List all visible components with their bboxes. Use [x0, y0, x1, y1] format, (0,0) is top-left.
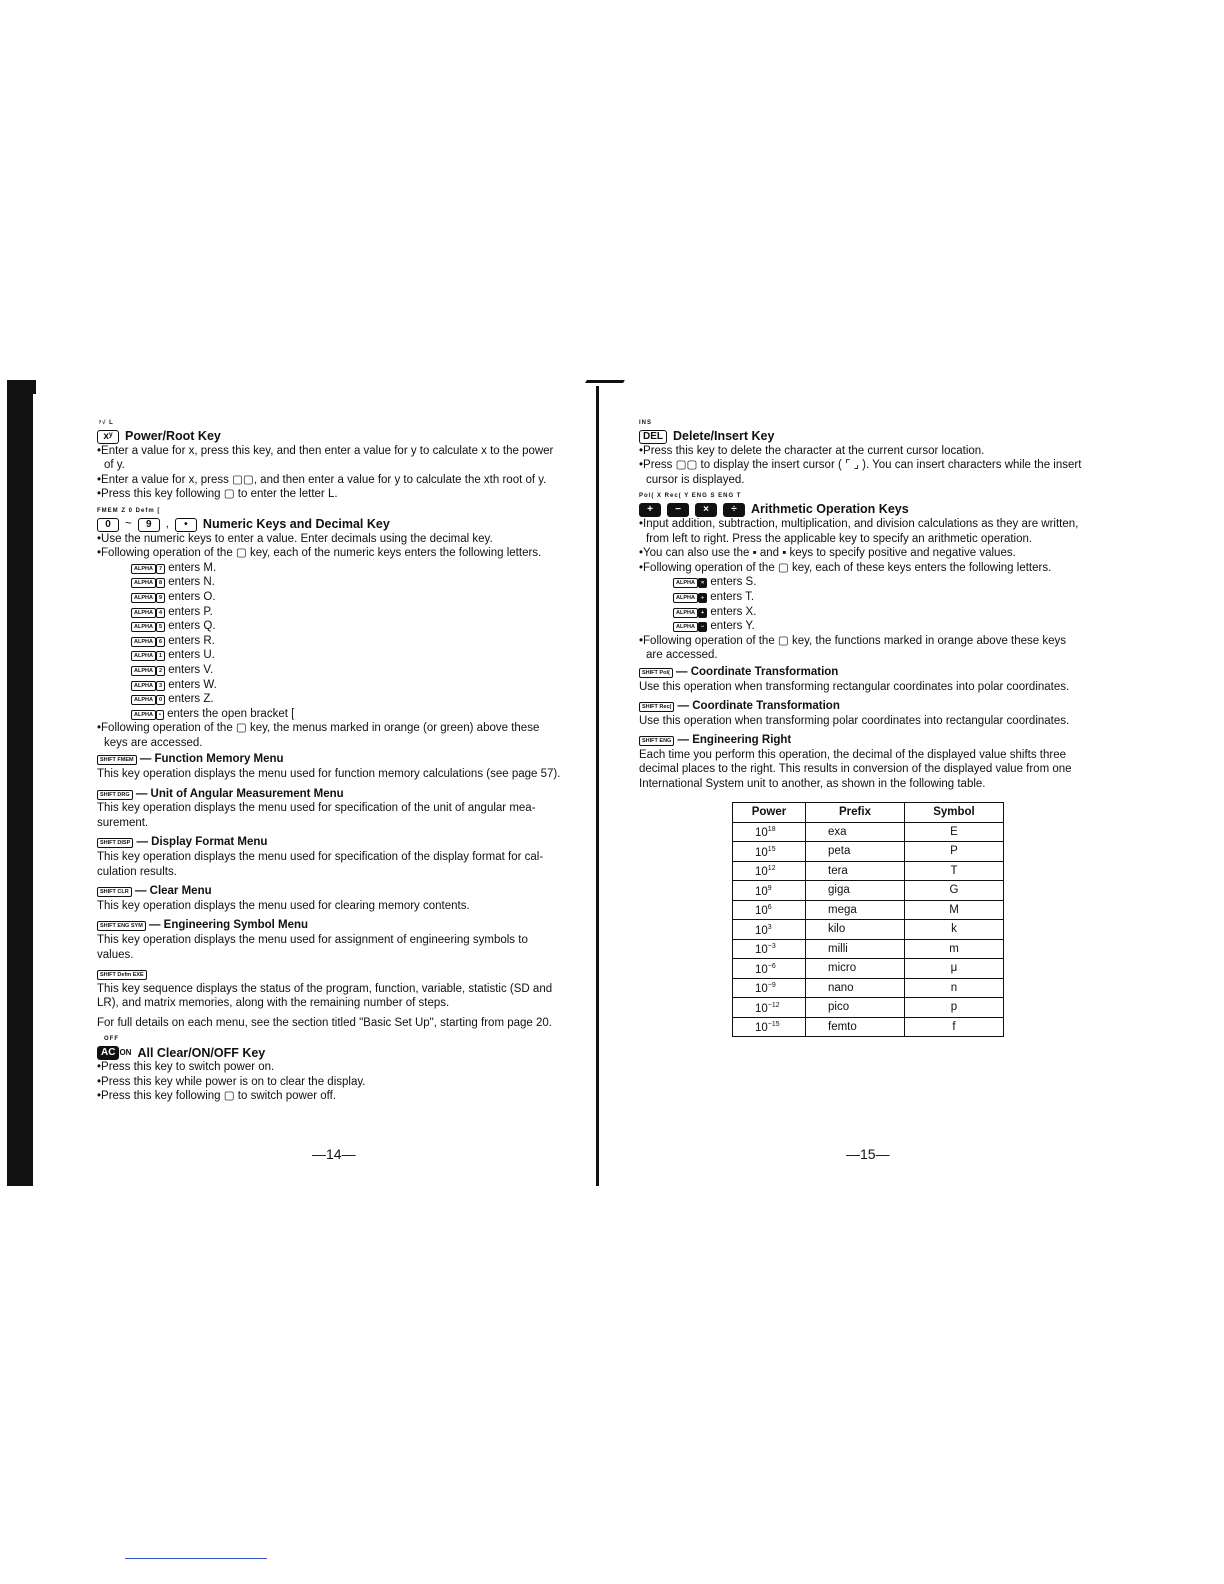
numeric-title: Numeric Keys and Decimal Key	[202, 516, 390, 531]
numeric-bullet-2: •Following operation of the ▢ key, each of the numeric keys enters the following letters.	[97, 547, 542, 560]
numeric-bullet-3: •Following operation of the ▢ key, the menus marked in orange (or green) above these	[97, 722, 540, 735]
digit-key-icon: 7	[156, 564, 165, 574]
power-exp: 15	[767, 845, 776, 853]
menu-keys-icon: SHIFT DISP	[97, 838, 133, 848]
letter-text: enters M.	[168, 561, 217, 574]
prefix-cell: milli	[806, 939, 905, 959]
menu-title: — Function Memory Menu	[139, 753, 284, 766]
del-key-top-label: INS	[639, 420, 653, 426]
numeric-letter-list	[97, 561, 561, 722]
page-number-right: —15—	[846, 1146, 890, 1162]
power-exp: 12	[767, 865, 776, 873]
page-number-left: —14—	[312, 1146, 356, 1162]
full-details-note: For full details on each menu, see the section titled "Basic Set Up", starting from page 20.	[97, 1016, 552, 1029]
menu-item	[97, 752, 561, 781]
menu-keys-icon: SHIFT ENG SYM	[97, 921, 146, 931]
alpha-key-icon: ALPHA	[131, 637, 156, 647]
alpha-key-icon: ALPHA	[131, 710, 156, 720]
symbol-cell: μ	[905, 959, 1004, 979]
binding-fold	[596, 386, 599, 1186]
power-bullet-2: •Enter a value for x, press ▢▢, and then enter a value for y to calculate the xth root of y.	[97, 473, 547, 486]
prefix-cell: femto	[806, 1017, 905, 1037]
prefix-cell: exa	[806, 822, 905, 842]
prefix-cell: pico	[806, 998, 905, 1018]
op-desc: Use this operation when transforming rectangular coordinates into polar coordinates.	[639, 680, 1070, 693]
binding-fold-tip	[585, 380, 625, 383]
numeric-section: FMEM Z 0 Defm [ 0 ~ 9 , • Numeric Keys and Decimal Key •Use the numeric keys to enter a value. Enter decimals using the decimal key. •Following operation of the ▢ key, each of the numeric keys enters the following letters. ALPHA 7 enters M. ALPHA 8 enters N. ALPHA 9 enters O. ALPHA 4 enters P. ALPHA 5 enters Q. ALPHA 6 enters R. ALPHA 1 enters U. ALPHA 2 enters V. ALPHA 3 enters W. ALPHA 0 enters Z. ALPHA • enters the open bracket [ •Following operation of the ▢ key, the menus marked in orange (or green) above these keys are accessed.	[97, 508, 561, 751]
arith-bullet-4-cont: are accessed.	[646, 649, 718, 662]
power-exp: 3	[767, 923, 772, 931]
op-title: — Coordinate Transformation	[677, 700, 840, 713]
letter-row	[131, 648, 561, 663]
power-exp: 9	[767, 884, 772, 892]
menu-item	[97, 787, 561, 831]
symbol-cell: m	[905, 939, 1004, 959]
header-power: Power	[733, 802, 806, 822]
plus-key-icon: +	[639, 503, 661, 517]
digit-key-icon: 8	[156, 578, 165, 588]
op-key-icon: ×	[698, 578, 707, 588]
digit-key-icon: 3	[156, 681, 165, 691]
left-page	[97, 420, 561, 1104]
symbol-cell: T	[905, 861, 1004, 881]
power-bullet-3: •Press this key following ▢ to enter the letter L.	[97, 488, 338, 501]
delete-bullet-2-cont: cursor is displayed.	[646, 473, 745, 486]
digit-key-icon: 5	[156, 622, 165, 632]
digit-key-icon: 2	[156, 666, 165, 676]
prefix-cell: tera	[806, 861, 905, 881]
alpha-key-icon: ALPHA	[131, 651, 156, 661]
op-key-icon: −	[698, 622, 707, 632]
symbol-cell: P	[905, 842, 1004, 862]
prefix-cell: kilo	[806, 920, 905, 940]
menu-title: — Display Format Menu	[136, 836, 268, 849]
letter-text: enters Z.	[168, 693, 214, 706]
arith-section	[639, 493, 1101, 663]
prefix-cell: peta	[806, 842, 905, 862]
status-keys-icon: SHIFT Defm EXE	[97, 970, 147, 980]
ac-title: All Clear/ON/OFF Key	[137, 1045, 266, 1060]
numeric-bullet-3-cont: keys are accessed.	[104, 736, 203, 749]
alpha-key-icon: ALPHA	[131, 681, 156, 691]
power-base: 10	[755, 944, 768, 957]
symbol-cell: E	[905, 822, 1004, 842]
letter-row	[131, 678, 561, 693]
letter-text: enters W.	[168, 678, 217, 691]
arith-bullet-1-cont: from left to right. Press the applicable key to specify an arithmetic operation.	[646, 532, 1033, 545]
letter-text: enters the open bracket [	[167, 707, 295, 720]
power-base: 10	[755, 963, 768, 976]
op-desc: Each time you perform this operation, the decimal of the displayed value shifts three decimal places to the right. This results in conversion of the displayed value from one International System unit to another, as shown in the following table.	[639, 748, 1072, 791]
digit-key-icon: 0	[156, 695, 165, 705]
delete-bullet-2: •Press ▢▢ to display the insert cursor ( ⌜ ⌟ ). You can insert characters while the insert	[639, 459, 1082, 472]
alpha-key-icon: ALPHA	[673, 622, 698, 632]
si-prefix-table	[732, 802, 1004, 1038]
power-bullet-1-cont: of y.	[104, 459, 125, 472]
prefix-cell: giga	[806, 881, 905, 901]
menu-desc: This key operation displays the menu used for clearing memory contents.	[97, 899, 470, 912]
power-base: 10	[755, 1002, 768, 1015]
alpha-key-icon: ALPHA	[673, 578, 698, 588]
power-root-title: Power/Root Key	[125, 429, 221, 443]
letter-row	[131, 692, 561, 707]
table-row	[733, 920, 1004, 940]
menu-keys-icon: SHIFT CLR	[97, 887, 132, 897]
delete-title: Delete/Insert Key	[673, 429, 775, 443]
power-base: 10	[755, 983, 768, 996]
table-row	[733, 1017, 1004, 1037]
right-page	[639, 420, 1101, 1037]
menu-title: — Unit of Angular Measurement Menu	[135, 787, 344, 800]
table-row	[733, 998, 1004, 1018]
letter-row	[131, 561, 561, 576]
ac-section	[97, 1036, 561, 1104]
ops-list	[639, 665, 1101, 792]
op-item	[639, 699, 1101, 728]
digit-key-icon: 6	[156, 637, 165, 647]
power-root-section	[97, 420, 561, 502]
ac-bullet-3: •Press this key following ▢ to switch power off.	[97, 1090, 337, 1103]
symbol-cell: p	[905, 998, 1004, 1018]
digit-key-icon: 1	[156, 651, 165, 661]
op-item	[639, 665, 1101, 694]
key-0-icon: 0	[97, 518, 119, 532]
header-symbol: Symbol	[905, 802, 1004, 822]
table-row	[733, 939, 1004, 959]
digit-key-icon: 4	[156, 608, 165, 618]
table-row	[733, 978, 1004, 998]
letter-row	[131, 605, 561, 620]
power-bullet-1: •Enter a value for x, press this key, and then enter a value for y to calculate x to the power	[97, 444, 554, 457]
alpha-key-icon: ALPHA	[131, 564, 156, 574]
menu-desc: This key operation displays the menu used for specification of the unit of angular mea-surement.	[97, 802, 536, 829]
power-base: 10	[755, 866, 768, 879]
letter-text: enters V.	[168, 663, 214, 676]
menu-item	[97, 918, 561, 962]
table-header-row	[733, 802, 1004, 822]
letter-row	[673, 619, 1101, 634]
table-row	[733, 900, 1004, 920]
op-title: — Coordinate Transformation	[676, 665, 839, 678]
menu-desc: This key operation displays the menu used for assignment of engineering symbols to values.	[97, 934, 528, 961]
menu-item	[97, 835, 561, 879]
power-base: 10	[755, 905, 768, 918]
scan-artifact-line	[125, 1558, 267, 1559]
arith-bullet-4: •Following operation of the ▢ key, the functions marked in orange above these keys	[639, 634, 1067, 647]
key-range-sep: ~	[125, 517, 132, 530]
status-desc: This key sequence displays the status of the program, function, variable, statistic (SD and LR), and matrix memories, along with the remaining number of steps.	[97, 982, 553, 1010]
key-dot-icon: •	[175, 518, 197, 532]
numeric-bullet-1: •Use the numeric keys to enter a value. Enter decimals using the decimal key.	[97, 532, 493, 545]
menu-title: — Engineering Symbol Menu	[148, 919, 309, 932]
letter-row	[131, 634, 561, 649]
letter-text: enters N.	[168, 576, 215, 589]
menu-keys-icon: SHIFT DRG	[97, 790, 133, 800]
symbol-cell: n	[905, 978, 1004, 998]
minus-key-icon: −	[667, 503, 689, 517]
menu-list	[97, 752, 561, 1030]
power-exp: −3	[767, 943, 776, 951]
alpha-key-icon: ALPHA	[131, 622, 156, 632]
delete-bullet-1: •Press this key to delete the character at the current cursor location.	[639, 444, 985, 457]
symbol-cell: f	[905, 1017, 1004, 1037]
arith-bullet-2: •You can also use the ▪ and ▪ keys to specify positive and negative values.	[639, 547, 1016, 560]
power-exp: 6	[767, 904, 772, 912]
power-exp: −15	[767, 1021, 780, 1029]
table-row	[733, 959, 1004, 979]
letter-text: enters P.	[168, 605, 213, 618]
menu-desc: This key operation displays the menu used for specification of the display format for cal-culation results.	[97, 851, 544, 878]
arith-bullet-1: •Input addition, subtraction, multiplication, and division calculations as they are written,	[639, 517, 1079, 530]
numeric-key-top-label: FMEM Z 0 Defm [	[97, 507, 161, 514]
op-keys-icon: SHIFT ENG	[639, 736, 674, 746]
menu-desc: This key operation displays the menu used for function memory calculations (see page 57).	[97, 768, 561, 781]
op-title: — Engineering Right	[677, 734, 792, 747]
letter-row	[131, 707, 561, 722]
alpha-key-icon: ALPHA	[673, 593, 698, 603]
key-9-icon: 9	[138, 518, 160, 532]
alpha-key-icon: ALPHA	[131, 608, 156, 618]
power-exp: −6	[767, 962, 776, 970]
arith-bullet-3: •Following operation of the ▢ key, each of these keys enters the following letters.	[639, 561, 1052, 574]
power-exp: −12	[767, 1001, 780, 1009]
alpha-key-icon: ALPHA	[131, 593, 156, 603]
ac-bullet-1: •Press this key to switch power on.	[97, 1061, 275, 1074]
digit-key-icon: •	[156, 710, 164, 720]
letter-row	[673, 605, 1101, 620]
table-row	[733, 822, 1004, 842]
divide-key-icon: ÷	[723, 503, 745, 517]
menu-title: — Clear Menu	[134, 885, 212, 898]
del-key-icon: DEL	[639, 430, 667, 444]
menu-item	[97, 884, 561, 913]
op-keys-icon: SHIFT Rec(	[639, 702, 674, 712]
op-key-icon: ÷	[698, 593, 707, 603]
symbol-cell: M	[905, 900, 1004, 920]
digit-key-icon: 9	[156, 593, 165, 603]
binding-edge-left	[7, 380, 33, 1186]
letter-row	[131, 619, 561, 634]
binding-edge-left-tip	[28, 380, 36, 394]
arith-letter-list	[639, 575, 1101, 633]
power-base: 10	[755, 885, 768, 898]
letter-row	[131, 663, 561, 678]
table-row	[733, 861, 1004, 881]
letter-row	[673, 575, 1101, 590]
power-exp: 18	[767, 826, 776, 834]
letter-text: enters Q.	[168, 620, 216, 633]
power-base: 10	[755, 1022, 768, 1035]
prefix-cell: mega	[806, 900, 905, 920]
ac-bullet-2: •Press this key while power is on to clear the display.	[97, 1075, 366, 1088]
letter-row	[673, 590, 1101, 605]
power-base: 10	[755, 827, 768, 840]
letter-row	[131, 575, 561, 590]
symbol-cell: G	[905, 881, 1004, 901]
letter-text: enters U.	[168, 649, 215, 662]
symbol-cell: k	[905, 920, 1004, 940]
op-key-icon: +	[698, 608, 707, 618]
delete-section	[639, 420, 1101, 487]
letter-text: enters O.	[168, 590, 216, 603]
ac-key-top-label: OFF	[104, 1035, 119, 1042]
table-row	[733, 881, 1004, 901]
ac-key-icon: AC	[97, 1046, 119, 1060]
letter-row	[131, 590, 561, 605]
table-row	[733, 842, 1004, 862]
op-keys-icon: SHIFT Pol(	[639, 668, 673, 678]
power-exp: −9	[767, 982, 776, 990]
letter-text: enters Y.	[710, 620, 755, 633]
power-key-icon: xʸ	[97, 430, 119, 444]
header-prefix: Prefix	[806, 802, 905, 822]
letter-text: enters T.	[710, 590, 755, 603]
alpha-key-icon: ALPHA	[131, 666, 156, 676]
letter-text: enters S.	[710, 576, 757, 589]
ac-key-sub: ON	[119, 1047, 132, 1057]
prefix-cell: micro	[806, 959, 905, 979]
power-key-top-label: ʸ√ L	[99, 420, 114, 426]
alpha-key-icon: ALPHA	[131, 695, 156, 705]
alpha-key-icon: ALPHA	[131, 578, 156, 588]
power-base: 10	[755, 846, 768, 859]
arith-key-top-label: Pol( X Rec( Y ENG S ENG T	[639, 493, 742, 500]
arith-title: Arithmetic Operation Keys	[751, 502, 909, 517]
op-desc: Use this operation when transforming polar coordinates into rectangular coordinates.	[639, 714, 1070, 727]
prefix-cell: nano	[806, 978, 905, 998]
letter-text: enters X.	[710, 605, 757, 618]
menu-keys-icon: SHIFT FMEM	[97, 755, 137, 765]
power-base: 10	[755, 924, 768, 937]
times-key-icon: ×	[695, 503, 717, 517]
alpha-key-icon: ALPHA	[673, 608, 698, 618]
op-item	[639, 733, 1101, 791]
status-item	[97, 967, 561, 1011]
letter-text: enters R.	[168, 634, 215, 647]
